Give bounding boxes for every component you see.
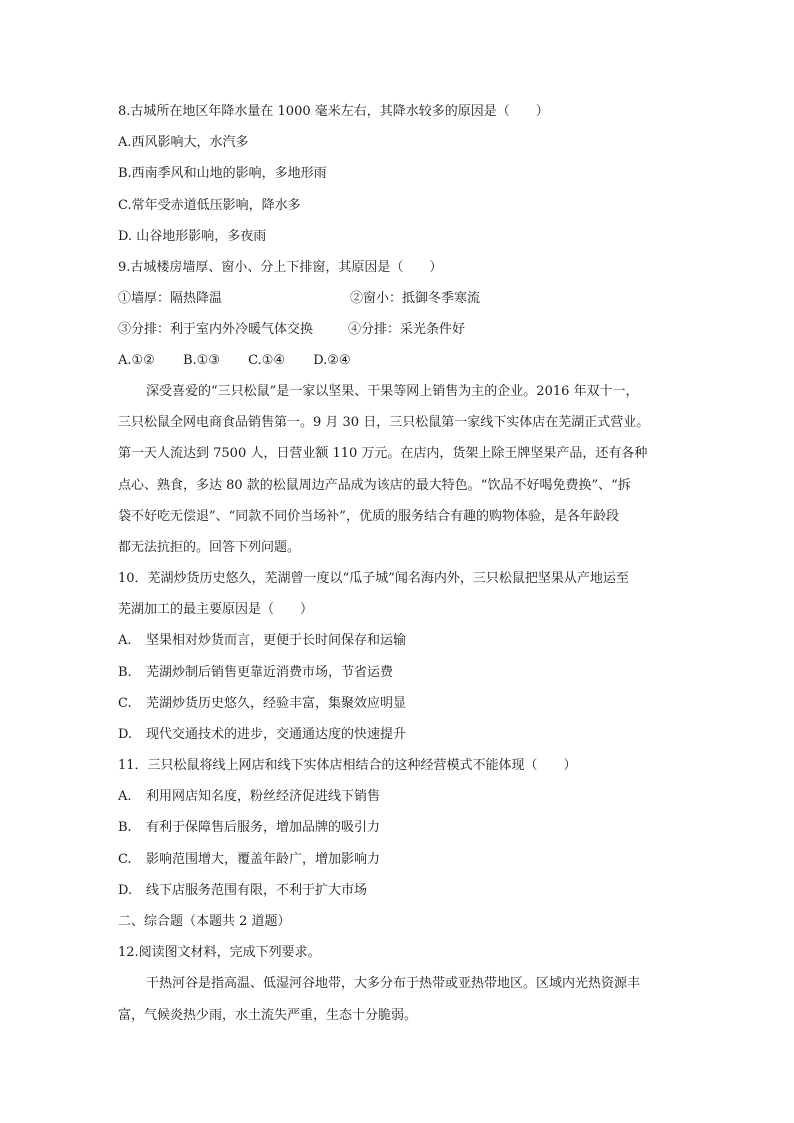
q11-option-b: [118, 819, 678, 837]
passage-line-1: 深受喜爱的“三只松鼠”是一家以坚果、干果等网上销售为主的企业。2016 年双十一，: [146, 384, 639, 399]
q9-choice-b: B.①③: [182, 353, 220, 368]
q9-item-4: ④分排：采光条件好: [348, 322, 466, 337]
q12-paragraph-line-1: 干热河谷是指高温、低湿河谷地带，大多分布于热带或亚热带地区。区域内光热资源丰: [146, 976, 641, 991]
q9-items-row1: [118, 290, 678, 308]
q8-option-a: A.西风影响大，水汽多: [118, 135, 249, 150]
q9-choice-a: A.①②: [118, 353, 155, 368]
q10-option-b-label: B.: [118, 665, 132, 680]
q11-option-a-text: 利用网店知名度，粉丝经济促进线下销售: [146, 789, 381, 804]
q9-stem: 9.古城楼房墙厚、窗小、分上下排窗，其原因是（ ）: [118, 260, 443, 275]
q12-paragraph-line-2: 富，气候炎热少雨，水土流失严重，生态十分脆弱。: [118, 1008, 418, 1023]
q9-item-3: ③分排：利于室内外冷暖气体交换: [118, 322, 314, 337]
passage-line-3: 第一天人流达到 7500 人，日营业额 110 万元。在店内，货架上除王牌坚果产品，还有各种: [118, 446, 648, 461]
q10-option-d: [118, 726, 678, 744]
q11-option-d: [118, 882, 678, 900]
q11-option-d-label: D.: [118, 883, 133, 898]
q11-option-c-label: C.: [118, 852, 132, 867]
q10-stem-line-1: 10．芜湖炒货历史悠久，芜湖曾一度以“瓜子城”闻名海内外，三只松鼠把坚果从产地运至: [118, 571, 629, 586]
q9-item-2: ②窗小：抵御冬季寒流: [350, 291, 481, 306]
q10-option-a-label: A.: [118, 633, 132, 648]
q8-option-b: B.西南季风和山地的影响，多地形雨: [118, 166, 327, 181]
q10-option-b-text: 芜湖炒制后销售更靠近消费市场，节省运费: [146, 665, 394, 680]
q8-option-c: C.常年受赤道低压影响，降水多: [118, 198, 301, 213]
passage-line-5: 袋不好吃无偿退”、“同款不同价当场补”，优质的服务结合有趣的购物体验，是各年龄段: [118, 509, 619, 524]
q11-option-b-text: 有利于保障售后服务，增加品牌的吸引力: [146, 820, 381, 835]
q9-choice-d: D.②④: [313, 353, 351, 368]
q9-item-1: ①墙厚：隔热降温: [118, 291, 223, 306]
passage-line-6: 都无法抗拒的。回答下列问题。: [118, 540, 301, 555]
q10-option-d-text: 现代交通技术的进步，交通通达度的快速提升: [146, 727, 407, 742]
q10-option-d-label: D.: [118, 727, 133, 742]
passage-line-2: 三只松鼠全网电商食品销售第一。9 月 30 日，三只松鼠第一家线下实体店在芜湖正式营业。: [118, 415, 650, 430]
q11-option-b-label: B.: [118, 820, 132, 835]
q10-option-c-text: 芜湖炒货历史悠久，经验丰富，集聚效应明显: [146, 696, 407, 711]
q10-option-a: [118, 632, 678, 650]
q8-stem: 8.古城所在地区年降水量在 1000 毫米左右，其降水较多的原因是（ ）: [118, 104, 549, 119]
q10-option-c-label: C.: [118, 696, 132, 711]
q11-option-a: [118, 788, 678, 806]
q10-option-a-text: 坚果相对炒货而言，更便于长时间保存和运输: [146, 633, 407, 648]
q9-choice-c: C.①④: [248, 353, 286, 368]
q9-choices: [118, 352, 678, 370]
section-2-title: 二、综合题（本题共 2 道题）: [118, 914, 291, 929]
q9-items-row2: [118, 321, 678, 339]
q10-option-c: [118, 695, 678, 713]
q8-option-d: D. 山谷地形影响，多夜雨: [118, 229, 267, 244]
q10-stem-line-2: 芜湖加工的最主要原因是（ ）: [118, 602, 314, 617]
q11-option-c: [118, 851, 678, 869]
passage-line-4: 点心、熟食，多达 80 款的松鼠周边产品成为该店的最大特色。“饮品不好喝免费换”、“拆: [118, 478, 631, 493]
q11-option-d-text: 线下店服务范围有限，不利于扩大市场: [146, 883, 368, 898]
q11-option-c-text: 影响范围增大，覆盖年龄广，增加影响力: [146, 852, 381, 867]
q11-option-a-label: A.: [118, 789, 132, 804]
q12-stem: 12.阅读图文材料，完成下列要求。: [118, 945, 321, 960]
q11-stem: 11．三只松鼠将线上网店和线下实体店相结合的这种经营模式不能体现（ ）: [118, 758, 577, 773]
q10-option-b: [118, 664, 678, 682]
